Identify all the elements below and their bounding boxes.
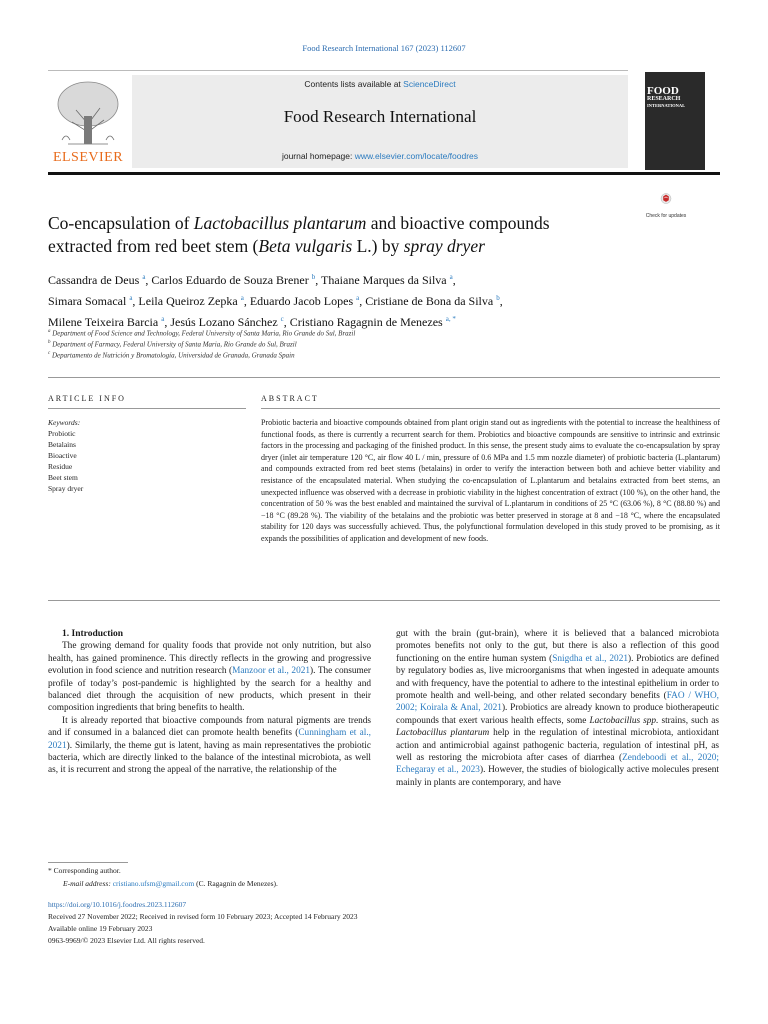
check-for-updates-icon[interactable] [648,193,684,213]
sciencedirect-link[interactable]: ScienceDirect [403,79,456,89]
contents-line [132,79,628,89]
journal-homepage [132,151,628,161]
email-link[interactable]: cristiano.ufsm@gmail.com [112,879,195,888]
citation-link[interactable]: Snigdha et al., 2021 [552,653,628,664]
email-note: E-mail address: cristiano.ufsm@gmail.com (C. Ragagnin de Menezes). [63,879,278,888]
abstract-rule [261,408,720,409]
copyright: 0963-9969/© 2023 Elsevier Ltd. All rights reserved. [48,936,205,945]
journal-citation[interactable]: Food Research International 167 (2023) 112607 [302,43,466,53]
keyword: Probiotic [48,429,76,438]
available-online: Available online 19 February 2023 [48,924,153,933]
article-title: Co-encapsulation of Lactobacillus plantarum and bioactive compounds extracted from red beet stem (Beta vulgaris L.) by spray dryer [48,213,550,256]
keyword: Beet stem [48,473,78,482]
contents-prefix: Contents lists available at [304,79,404,89]
corresponding-author-note: * Corresponding author. [48,866,121,875]
keyword: Residue [48,462,73,471]
citation-link[interactable]: Manzoor et al., 2021 [232,666,311,677]
cover-title: FOOD RESEARCH INTERNATIONAL [647,85,686,108]
article-info-rule [48,408,246,409]
article-info-heading: ARTICLE INFO [48,394,126,403]
affiliation-c: $^c$ Departamento de Nutrición y Bromatología, Universidad de Granada, Granada Spain [48,351,295,360]
abstract-heading: ABSTRACT [261,394,319,403]
affiliation-a: $^a$ Department of Food Science and Technology, Federal University of Santa Maria, Rio Grande do Sul, Brazil [48,329,356,338]
citation-link[interactable]: Cunningham et al., 2021 [48,728,372,751]
doi-link[interactable]: https://doi.org/10.1016/j.foodres.2023.112607 [48,900,187,909]
abstract-divider [48,600,720,601]
keyword: Betalains [48,440,76,449]
footnote-rule [48,862,128,863]
check-for-updates-label[interactable]: Check for updates [645,213,687,219]
section-heading-introduction: 1. Introduction [62,629,124,639]
elsevier-wordmark: ELSEVIER [52,150,124,165]
keywords-label: Keywords: [48,418,81,427]
author-list: Cassandra de Deus $^a$, Carlos Eduardo de Souza Brener $^b$, Thaiane Marques da Silva $^a$, Simara Somacal $^a$, Leila Queiroz Zepka $^a$, Eduardo Jacob Lopes $^a$, Cristiane de Bona da Silva $^b$, Milene Teixeira Barcia $^a$, Jesús Lozano Sánchez $^c$, Cristiano Ragagnin de Menezes $^{a, *}$ [48,273,503,329]
affiliation-b: $^b$ Department of Farmacy, Federal University of Santa Maria, Rio Grande do Sul, Brazil [48,340,297,349]
received-dates: Received 27 November 2022; Received in revised form 10 February 2023; Accepted 14 February 2023 [48,912,358,921]
abstract-text: Probiotic bacteria and bioactive compounds obtained from plant origin stand out as ingredients with the potential to increase the healthiness of functional foods, as there is currently a recurrent search for them. Probiotics and bioactive compounds are sensitive to intrinsic and extrinsic factors in the processing and packaging of the finished product. In this sense, the present study aims to evaluate the co-encapsulation by spray dryer (inlet air temperature 120 °C, air flow 40 L / min, pressure of 0.6 MPa and 1.5 mm nozzle diameter) of probiotic bacteria (L.plantarum) and compounds extracted from red beet stems (betalains) in order to verify the interaction between both and achieve better viability and resistance of the encapsulated material. When studying the co-encapsulation of L.plantarum and betalains extracted from beet stems, an unexpected influence was observed with a decrease in probiotic viability in the highest concentration of extract (100 %), on the other hand, the concentration of 50 % was the best enabled and maintained the survival of L.plantarum in conditions of 25 °C (63.06 %), 8 °C (88.80 %) and −18 °C (89.28 %). The viability of the betalains and the probiotic was better preserved in storage at 8 and −18 °C, where the encapsulated stability for 120 days was successfully achieved. Thus, the polyfunctional formulation developed in this study proved to be promising, as it expands the possibilities of application and development of new foods. [261,418,720,543]
keyword: Spray dryer [48,484,84,493]
paragraph: gut with the brain (gut-brain), where it is believed that a balanced microbiota promotes benefits not only to the gut, but there is also a reflection of this good functioning on the entire human system (Snigdha et al., 2021). Probiotics are defined by regulatory bodies as, live microorganisms that when ingested in adequate amounts and with frequency, have the potential to adhere to the intestinal epithelium in order to promote health and well-being, and other related secondary benefits (FAO / WHO, 2002; Koirala & Anal, 2021). Probiotics are already known to produce biotherapeutic compounds that exert various health effects, some Lactobacillus spp. strains, such as Lactobacillus plantarum help in the regulation of intestinal microbiota, antioxidant action and antimicrobial against pathogenic bacteria, regulation of intestinal pH, as well as restoring the microbiota after cases of diarrhea (Zendeboodi et al., 2020; Echegaray et al., 2023). However, the studies of biologically active molecules present mainly in plants are contemporary, and have [396,629,720,788]
header-thick-rule [48,172,720,175]
body-right-column [396,628,719,789]
journal-title: Food Research International [283,107,477,126]
keyword: Bioactive [48,451,77,460]
citation-link[interactable]: Zendeboodi et al., 2020; Echegaray et al., 2023 [396,753,719,776]
homepage-link[interactable]: www.elsevier.com/locate/foodres [354,151,479,161]
section-divider [48,377,720,378]
body-left-column [48,628,371,777]
paragraph: It is already reported that bioactive compounds from natural pigments are trends and if consumed in a balanced diet can promote health benefits (Cunningham et al., 2021). Similarly, the theme gut is latent, having as main representatives the probiotic bacteria, which are directly linked to the balance of the intestinal microbiota, as well as, it is recurrent and strong the appeal of the narrative, the relationship of the [48,715,372,776]
homepage-prefix: journal homepage: [281,151,355,161]
paragraph: The growing demand for quality foods that provide not only nutrition, but also health, has gained prominence. This directly reflects in the growing and progressive evolution in food science and nutrition research (Manzoor et al., 2021). The consumer profile of today’s post-pandemic is highlighted by the search for a healthy and balanced diet through the acquisition of new products, which present in their composition ingredients that bring benefits to health. [48,641,371,714]
citation-link[interactable]: FAO / WHO, 2002; Koirala & Anal, 2021 [396,691,719,714]
header-divider [48,70,628,71]
